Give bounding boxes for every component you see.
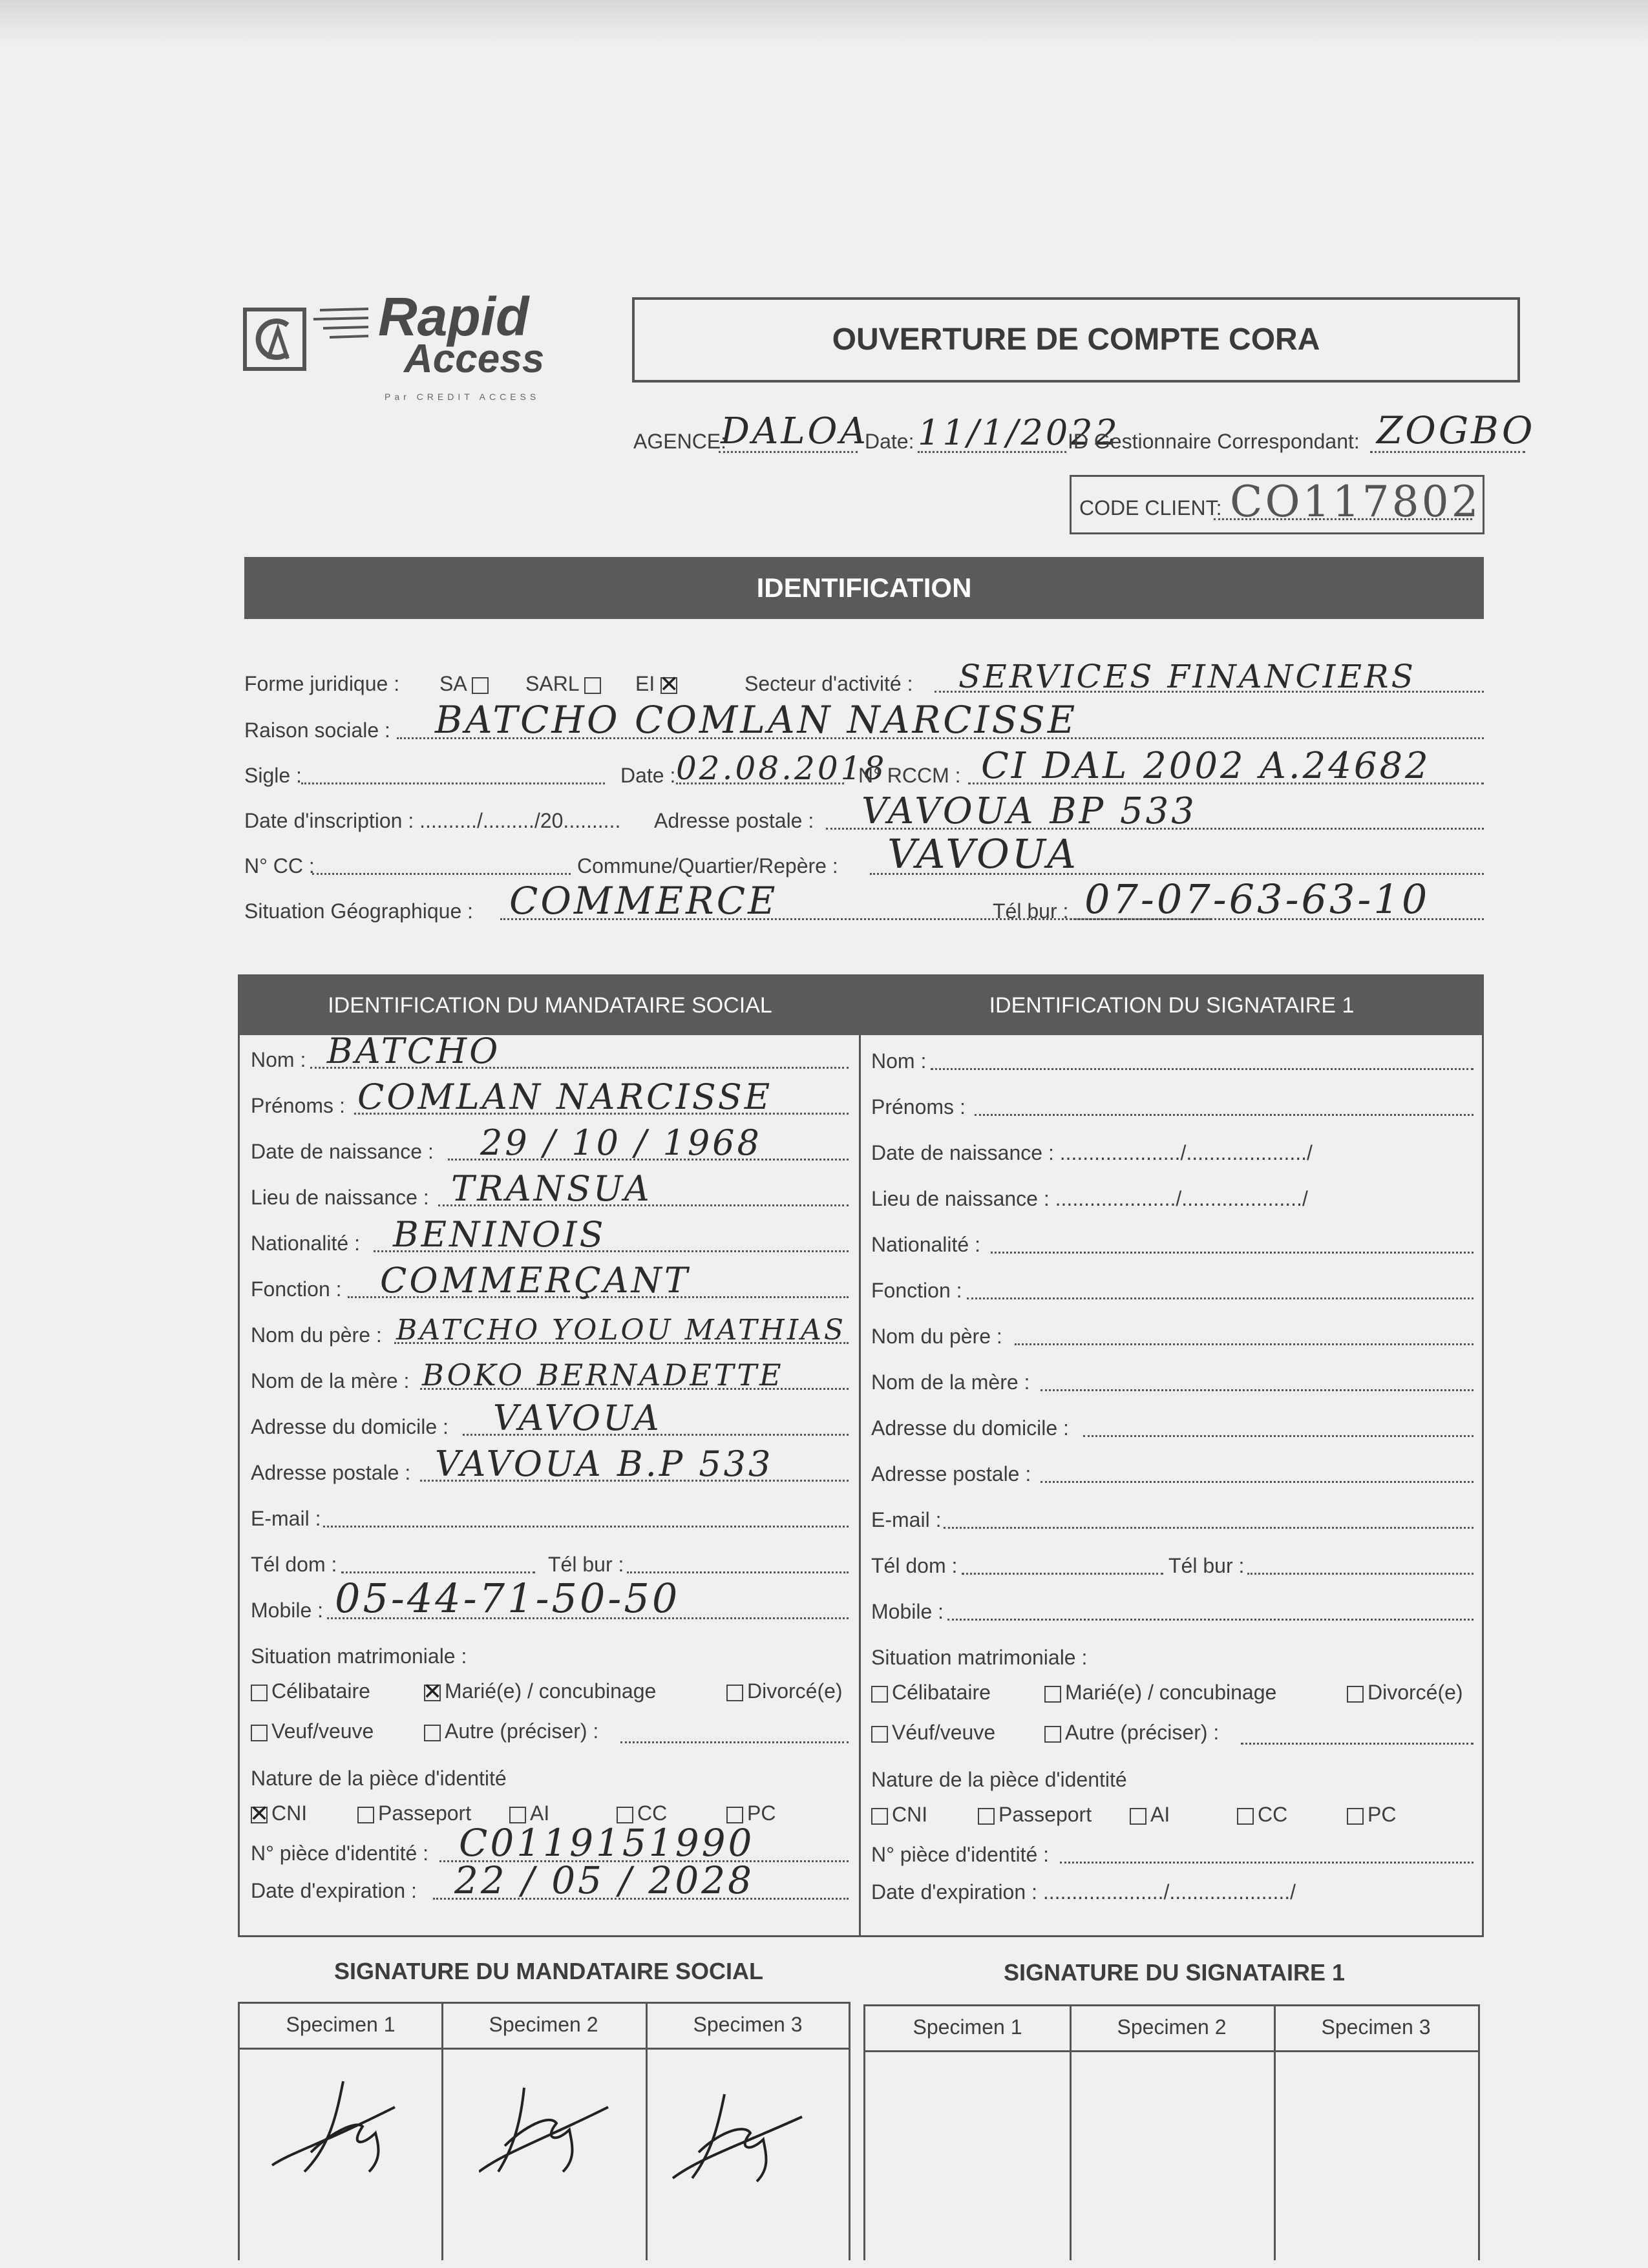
mandataire-domicile-label: Adresse du domicile : xyxy=(251,1415,449,1438)
signataire-expiration-label[interactable]: Date d'expiration : ...................../...................../ xyxy=(871,1880,1296,1904)
signataire-mobile-field[interactable] xyxy=(947,1619,1474,1621)
mandataire-fonction-label: Fonction : xyxy=(251,1277,342,1301)
identification-header xyxy=(244,557,1484,619)
mandataire-divorce-option[interactable]: Divorcé(e) xyxy=(726,1679,843,1703)
checkbox-icon[interactable] xyxy=(472,677,489,694)
mandataire-nationalite-value: BENINOIS xyxy=(393,1214,606,1255)
signataire-email-field[interactable] xyxy=(944,1527,1474,1529)
signataire-specimen-2-label: Specimen 2 xyxy=(1117,2015,1227,2039)
signataire-nom-field[interactable] xyxy=(931,1068,1474,1070)
mandataire-postale-value: VAVOUA B.P 533 xyxy=(435,1444,774,1484)
mandataire-signature-table xyxy=(238,2002,850,2260)
checkbox-icon[interactable] xyxy=(1347,1686,1364,1703)
signataire-specimen-1-area[interactable] xyxy=(865,2053,1070,2260)
mandataire-telbur-field[interactable] xyxy=(627,1571,849,1573)
brand-line2: Access xyxy=(404,337,545,381)
checkbox-icon[interactable] xyxy=(871,1726,888,1743)
mandataire-matrimoniale-options xyxy=(251,1679,849,1750)
mandataire-expiration-value: 22 / 05 / 2028 xyxy=(454,1858,755,1902)
mandataire-signature-title: SIGNATURE DU MANDATAIRE SOCIAL xyxy=(334,1958,763,1984)
signataire-domicile-field[interactable] xyxy=(1083,1435,1474,1437)
sigle-field[interactable] xyxy=(301,782,605,784)
adresse-postale-value: VAVOUA BP 533 xyxy=(861,790,1197,832)
mandataire-naissance-value: 29 / 10 / 1968 xyxy=(480,1122,762,1163)
specimen-divider xyxy=(441,2004,443,2260)
signataire-autre-field[interactable] xyxy=(1241,1743,1474,1745)
mandataire-lieu-value: TRANSUA xyxy=(451,1168,652,1209)
identification-section xyxy=(244,658,1484,950)
mandataire-mobile-value: 05-44-71-50-50 xyxy=(335,1575,681,1622)
signataire-fonction-field[interactable] xyxy=(967,1297,1474,1299)
checkbox-icon[interactable] xyxy=(357,1807,374,1823)
signataire-marie-option[interactable]: Marié(e) / concubinage xyxy=(1044,1681,1276,1705)
form-title: OUVERTURE DE COMPTE CORA xyxy=(832,322,1320,357)
mandataire-prenoms-value: COMLAN NARCISSE xyxy=(357,1076,773,1117)
mandataire-pere-value: BATCHO YOLOU MATHIAS xyxy=(396,1314,847,1347)
checkbox-icon[interactable] xyxy=(251,1685,268,1701)
checkbox-checked-icon[interactable] xyxy=(424,1685,441,1701)
gestionnaire-label: ID Gestionnaire Correspondant: xyxy=(1068,430,1360,453)
mandataire-email-field[interactable] xyxy=(323,1526,849,1528)
signataire-nom-label: Nom : xyxy=(871,1049,927,1073)
identification-header-text: IDENTIFICATION xyxy=(756,572,972,603)
signataire-postale-label: Adresse postale : xyxy=(871,1462,1031,1486)
mandataire-nom-label: Nom : xyxy=(251,1048,306,1071)
checkbox-icon[interactable] xyxy=(726,1685,743,1701)
checkbox-icon[interactable] xyxy=(1130,1808,1146,1825)
forme-juridique-options xyxy=(439,672,788,698)
sigle-label: Sigle : xyxy=(244,764,302,787)
signataire-mere-field[interactable] xyxy=(1041,1389,1474,1391)
mandataire-domicile-value: VAVOUA xyxy=(493,1398,662,1438)
forme-option-ei[interactable]: EI ✕ xyxy=(635,672,681,696)
mandataire-teldom-field[interactable] xyxy=(341,1571,535,1573)
date-label: Date: xyxy=(865,430,914,453)
mandataire-prenoms-label: Prénoms : xyxy=(251,1094,345,1117)
mandataire-telbur-label: Tél bur : xyxy=(548,1553,624,1576)
mandataire-lieu-label: Lieu de naissance : xyxy=(251,1186,429,1209)
forme-juridique-label: Forme juridique : xyxy=(244,672,400,695)
mandataire-naissance-label: Date de naissance : xyxy=(251,1140,434,1163)
signataire-teldom-label: Tél dom : xyxy=(871,1554,958,1577)
mandataire-email-label: E-mail : xyxy=(251,1507,321,1530)
raison-sociale-value: BATCHO COMLAN NARCISSE xyxy=(435,698,1078,742)
brand-logo xyxy=(242,286,565,407)
rccm-value: CI DAL 2002 A.24682 xyxy=(981,745,1431,787)
checkbox-icon[interactable] xyxy=(978,1808,995,1825)
code-client-box xyxy=(1070,475,1484,534)
signataire-prenoms-field[interactable] xyxy=(975,1114,1474,1116)
signataire-passeport-option[interactable]: Passeport xyxy=(978,1803,1092,1827)
code-client-label: CODE CLIENT: xyxy=(1079,496,1222,520)
column-divider xyxy=(859,1035,861,1937)
forme-option-sarl[interactable]: SARL xyxy=(525,672,605,696)
signataire-header: IDENTIFICATION DU SIGNATAIRE 1 xyxy=(989,993,1355,1018)
numero-cc-label: N° CC : xyxy=(244,854,315,877)
signataire-num-piece-label: N° pièce d'identité : xyxy=(871,1843,1050,1866)
checkbox-checked-icon[interactable] xyxy=(251,1807,268,1823)
mandataire-passeport-option[interactable]: Passeport xyxy=(357,1801,471,1825)
signataire-ai-option[interactable]: AI xyxy=(1130,1803,1170,1827)
signataire-celibataire-option[interactable]: Célibataire xyxy=(871,1681,991,1705)
situation-geographique-label: Situation Géographique : xyxy=(244,899,474,923)
date-inscription-label[interactable]: Date d'inscription : ........../........./20.......... xyxy=(244,809,621,832)
signataire-telbur-field[interactable] xyxy=(1247,1573,1474,1575)
mandataire-pc-option[interactable]: PC xyxy=(726,1801,776,1825)
mandataire-signature-1[interactable] xyxy=(266,2075,414,2191)
signataire-fonction-label: Fonction : xyxy=(871,1279,962,1302)
mandataire-pere-label: Nom du père : xyxy=(251,1323,382,1347)
checkbox-checked-icon[interactable] xyxy=(660,677,677,694)
mandataire-autre-field[interactable] xyxy=(620,1741,849,1743)
mandataire-autre-option[interactable]: Autre (préciser) : xyxy=(424,1719,598,1743)
page-top-edge xyxy=(0,0,1648,45)
signataire-teldom-field[interactable] xyxy=(962,1573,1163,1575)
signataire-pere-field[interactable] xyxy=(1015,1343,1474,1345)
mandataire-nom-value: BATCHO xyxy=(327,1031,501,1071)
mandataire-postale-label: Adresse postale : xyxy=(251,1461,411,1484)
checkbox-icon[interactable] xyxy=(424,1725,441,1741)
date-value: 11/1/2022 xyxy=(918,412,1120,453)
signataire-cc-option[interactable]: CC xyxy=(1237,1803,1287,1827)
numero-cc-field[interactable] xyxy=(312,873,571,875)
mandataire-veuf-option[interactable]: Veuf/veuve xyxy=(251,1719,374,1743)
checkbox-icon[interactable] xyxy=(584,677,601,694)
mandataire-matrimoniale-label: Situation matrimoniale : xyxy=(251,1644,467,1668)
mandataire-celibataire-option[interactable]: Célibataire xyxy=(251,1679,370,1703)
agence-value: DALOA xyxy=(721,410,869,452)
mandataire-cni-option[interactable]: ✕CNI xyxy=(251,1801,307,1825)
signataire-signature-title: SIGNATURE DU SIGNATAIRE 1 xyxy=(1003,1959,1346,1986)
signataire-piece-label: Nature de la pièce d'identité xyxy=(871,1768,1127,1791)
gestionnaire-value: ZOGBO xyxy=(1377,408,1536,452)
raison-sociale-label: Raison sociale : xyxy=(244,719,390,742)
mandataire-specimen-1-label: Specimen 1 xyxy=(286,2013,396,2036)
signataire-specimen-3-area[interactable] xyxy=(1275,2053,1479,2260)
checkbox-icon[interactable] xyxy=(251,1725,268,1741)
signataire-pere-label: Nom du père : xyxy=(871,1325,1002,1348)
mandataire-nationalite-label: Nationalité : xyxy=(251,1232,360,1255)
secteur-value: SERVICES FINANCIERS xyxy=(958,658,1416,695)
signataire-matrimoniale-options xyxy=(871,1681,1474,1752)
mandataire-column xyxy=(251,1031,849,1933)
mandataire-specimen-3-label: Specimen 3 xyxy=(693,2013,803,2036)
brand-line1: Rapid xyxy=(378,286,529,347)
speed-lines-icon xyxy=(313,304,372,342)
situation-geographique-value: COMMERCE xyxy=(509,879,778,923)
signataire-signature-table xyxy=(863,2004,1480,2260)
mandataire-signature-2[interactable] xyxy=(479,2075,628,2191)
specimen-divider xyxy=(646,2004,648,2260)
checkbox-icon[interactable] xyxy=(1044,1686,1061,1703)
signataire-autre-option[interactable]: Autre (préciser) : xyxy=(1044,1721,1219,1745)
mandataire-specimen-2-label: Specimen 2 xyxy=(489,2013,598,2036)
table-header-divider xyxy=(240,2048,849,2050)
signataire-email-label: E-mail : xyxy=(871,1508,942,1531)
signataire-mere-label: Nom de la mère : xyxy=(871,1370,1030,1394)
commune-value: VAVOUA xyxy=(887,830,1079,877)
mandataire-mobile-label: Mobile : xyxy=(251,1599,324,1622)
mandataire-header: IDENTIFICATION DU MANDATAIRE SOCIAL xyxy=(328,993,772,1018)
signataire-veuf-option[interactable]: Véuf/veuve xyxy=(871,1721,995,1745)
signataire-divorce-option[interactable]: Divorcé(e) xyxy=(1347,1681,1463,1705)
mandataire-signature-3[interactable] xyxy=(666,2088,815,2204)
rccm-label: N° RCCM : xyxy=(858,764,961,787)
mandataire-expiration-label: Date d'expiration : xyxy=(251,1879,417,1902)
brand-tagline: Par CREDIT ACCESS xyxy=(385,392,540,402)
signataire-mobile-label: Mobile : xyxy=(871,1600,944,1623)
checkbox-icon[interactable] xyxy=(1347,1808,1364,1825)
secteur-label: Secteur d'activité : xyxy=(745,672,913,695)
mandataire-num-piece-value: C0119151990 xyxy=(459,1821,755,1865)
mandataire-mere-label: Nom de la mère : xyxy=(251,1369,410,1392)
mandataire-piece-label: Nature de la pièce d'identité xyxy=(251,1767,507,1790)
signataire-matrimoniale-label: Situation matrimoniale : xyxy=(871,1646,1088,1669)
date-creation-value: 02.08.2018 xyxy=(676,750,887,787)
mandataire-cc-option[interactable]: CC xyxy=(617,1801,667,1825)
signataire-specimen-1-label: Specimen 1 xyxy=(913,2015,1022,2039)
signataire-naissance-label[interactable]: Date de naissance : ...................../...................../ xyxy=(871,1141,1313,1164)
mandataire-num-piece-label: N° pièce d'identité : xyxy=(251,1842,429,1865)
signataire-prenoms-label: Prénoms : xyxy=(871,1095,966,1118)
mandataire-ai-option[interactable]: AI xyxy=(509,1801,549,1825)
signataire-telbur-label: Tél bur : xyxy=(1168,1554,1245,1577)
signataire-piece-options xyxy=(871,1803,1474,1831)
agence-label: AGENCE: xyxy=(633,430,727,453)
signataire-specimen-3-label: Specimen 3 xyxy=(1321,2015,1431,2039)
mandataire-fonction-value: COMMERÇANT xyxy=(380,1260,690,1301)
mandataire-marie-option[interactable]: ✕ Marié(e) / concubinage xyxy=(424,1679,656,1703)
signataire-column xyxy=(871,1043,1474,1935)
tel-bur-value: 07-07-63-63-10 xyxy=(1084,876,1430,923)
signataire-pc-option[interactable]: PC xyxy=(1347,1803,1396,1827)
adresse-postale-label: Adresse postale : xyxy=(654,809,814,832)
brand-logo-icon xyxy=(242,307,307,372)
tel-bur-label: Tél bur : xyxy=(993,899,1069,923)
mandataire-mere-value: BOKO BERNADETTE xyxy=(422,1358,784,1392)
code-client-value: CO117802 xyxy=(1230,477,1481,527)
checkbox-icon[interactable] xyxy=(871,1686,888,1703)
signataire-nationalite-field[interactable] xyxy=(991,1252,1474,1254)
commune-label: Commune/Quartier/Repère : xyxy=(577,854,838,877)
checkbox-icon[interactable] xyxy=(1237,1808,1254,1825)
signataire-nationalite-label: Nationalité : xyxy=(871,1233,980,1256)
mandataire-teldom-label: Tél dom : xyxy=(251,1553,337,1576)
signataire-postale-field[interactable] xyxy=(1041,1481,1474,1483)
signataire-lieu-label[interactable]: Lieu de naissance : ...................../...................../ xyxy=(871,1187,1308,1210)
form-title-box xyxy=(632,297,1520,383)
signataire-specimen-2-area[interactable] xyxy=(1071,2053,1274,2260)
forme-option-sa[interactable]: SA xyxy=(439,672,492,696)
signataire-num-piece-field[interactable] xyxy=(1060,1862,1474,1864)
signataire-cni-option[interactable]: CNI xyxy=(871,1803,927,1827)
date-creation-label: Date : xyxy=(620,764,676,787)
checkbox-icon[interactable] xyxy=(1044,1726,1061,1743)
signataire-domicile-label: Adresse du domicile : xyxy=(871,1416,1069,1440)
checkbox-icon[interactable] xyxy=(871,1808,888,1825)
table-header-divider xyxy=(865,2050,1478,2052)
